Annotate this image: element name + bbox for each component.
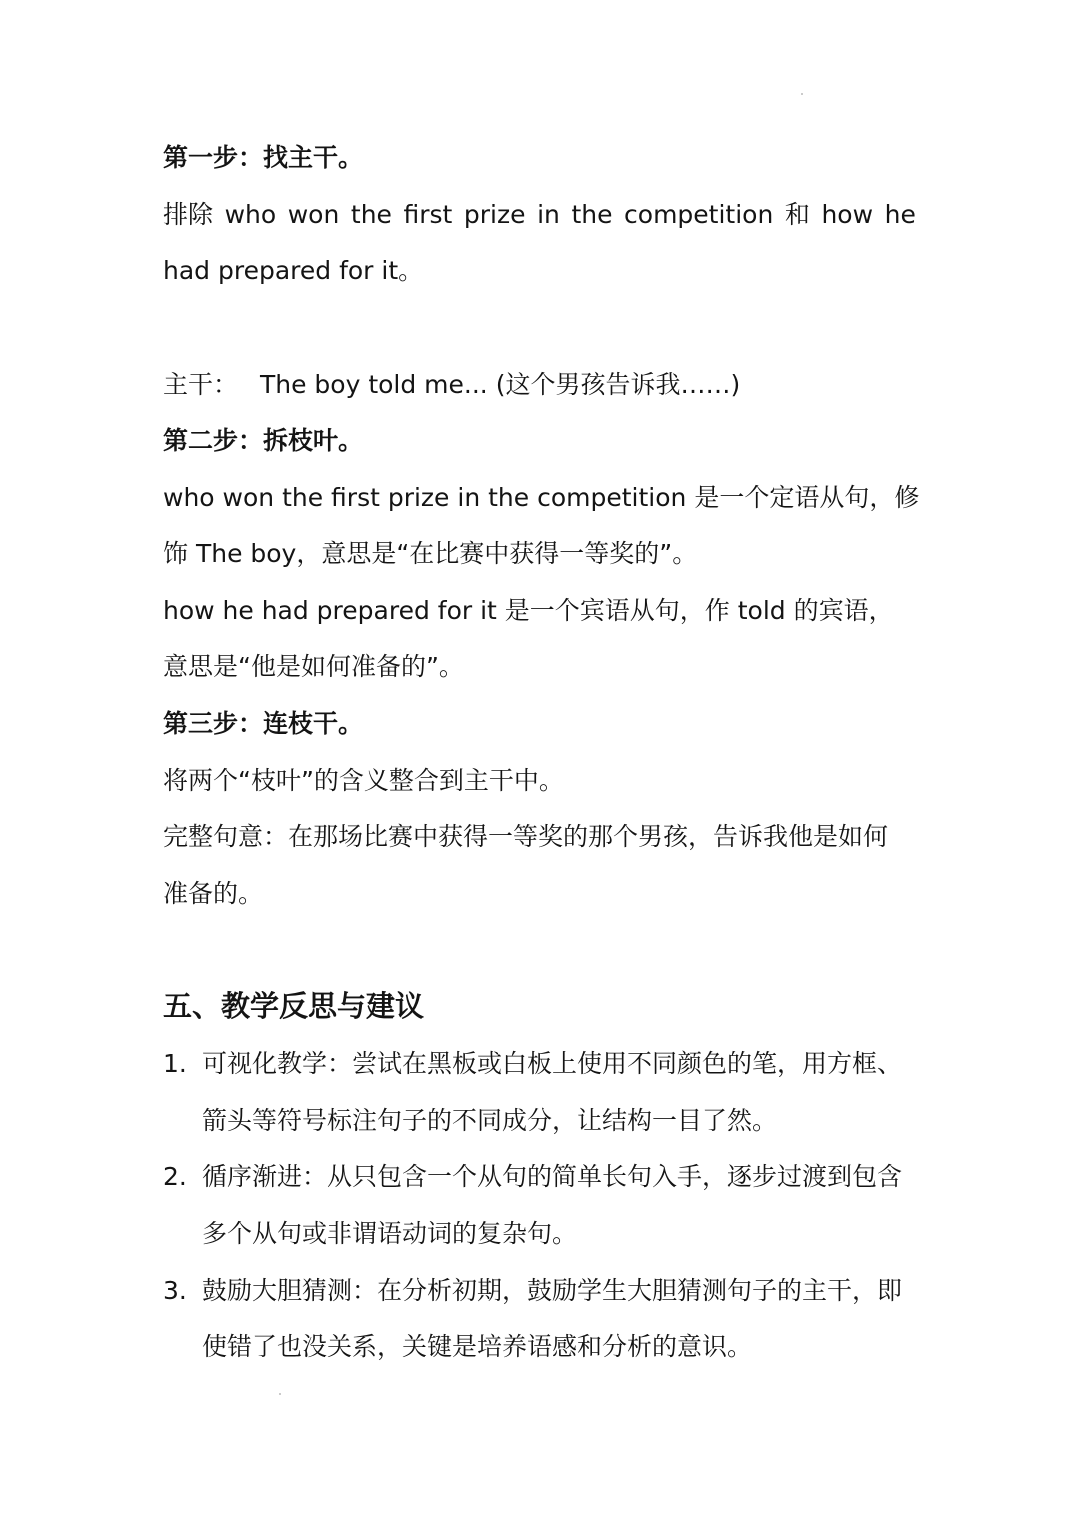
step2-line4: 意思是“他是如何准备的”。 <box>163 652 464 681</box>
list-item-number: 1. <box>163 1049 187 1078</box>
step2-line2: 饰 The boy，意思是“在比赛中获得一等奖的”。 <box>163 539 698 568</box>
main-clause-text: The boy told me... (这个男孩告诉我……) <box>259 370 741 399</box>
word: won <box>287 200 340 229</box>
word: the <box>571 200 613 229</box>
word: first <box>403 200 453 229</box>
word: how <box>821 200 874 229</box>
list-item-line: 箭头等符号标注句子的不同成分，让结构一目了然。 <box>202 1106 778 1135</box>
word: prize <box>463 200 526 229</box>
scan-speck <box>279 1393 281 1395</box>
list-item-number: 3. <box>163 1276 187 1305</box>
word: 排除 <box>163 200 214 229</box>
step1-line2: had prepared for it。 <box>163 256 424 285</box>
step3-line2: 完整句意：在那场比赛中获得一等奖的那个男孩，告诉我他是如何 <box>163 822 889 851</box>
main-clause-line <box>163 368 923 402</box>
step2-heading: 第二步：拆枝叶。 <box>163 426 364 455</box>
word: competition <box>624 200 774 229</box>
step2-line3: how he had prepared for it 是一个宾语从句，作 told 的宾语， <box>163 596 894 625</box>
step3-line3: 准备的。 <box>163 879 264 908</box>
scan-speck <box>801 93 803 95</box>
word: in <box>537 200 560 229</box>
word: who <box>224 200 277 229</box>
section5-heading: 五、教学反思与建议 <box>163 989 425 1023</box>
list-item-line: 多个从句或非谓语动词的复杂句。 <box>202 1219 578 1248</box>
word: he <box>884 200 916 229</box>
word: 和 <box>784 200 810 229</box>
list-item-number: 2. <box>163 1162 187 1191</box>
step3-line1: 将两个“枝叶”的含义整合到主干中。 <box>163 766 564 795</box>
list-item-line: 使错了也没关系，关键是培养语感和分析的意识。 <box>202 1332 753 1361</box>
list-item-line: 循序渐进：从只包含一个从句的简单长句入手，逐步过渡到包含 <box>202 1162 903 1191</box>
step3-heading: 第三步：连枝干。 <box>163 709 364 738</box>
step1-heading: 第一步：找主干。 <box>163 143 364 172</box>
main-clause-label: 主干： <box>163 370 239 399</box>
step1-line1 <box>163 198 916 232</box>
list-item-line: 可视化教学：尝试在黑板或白板上使用不同颜色的笔，用方框、 <box>202 1049 903 1078</box>
word: the <box>350 200 392 229</box>
step2-line1: who won the first prize in the competition 是一个定语从句，修 <box>163 483 920 512</box>
list-item-line: 鼓励大胆猜测：在分析初期，鼓励学生大胆猜测句子的主干，即 <box>202 1276 903 1305</box>
